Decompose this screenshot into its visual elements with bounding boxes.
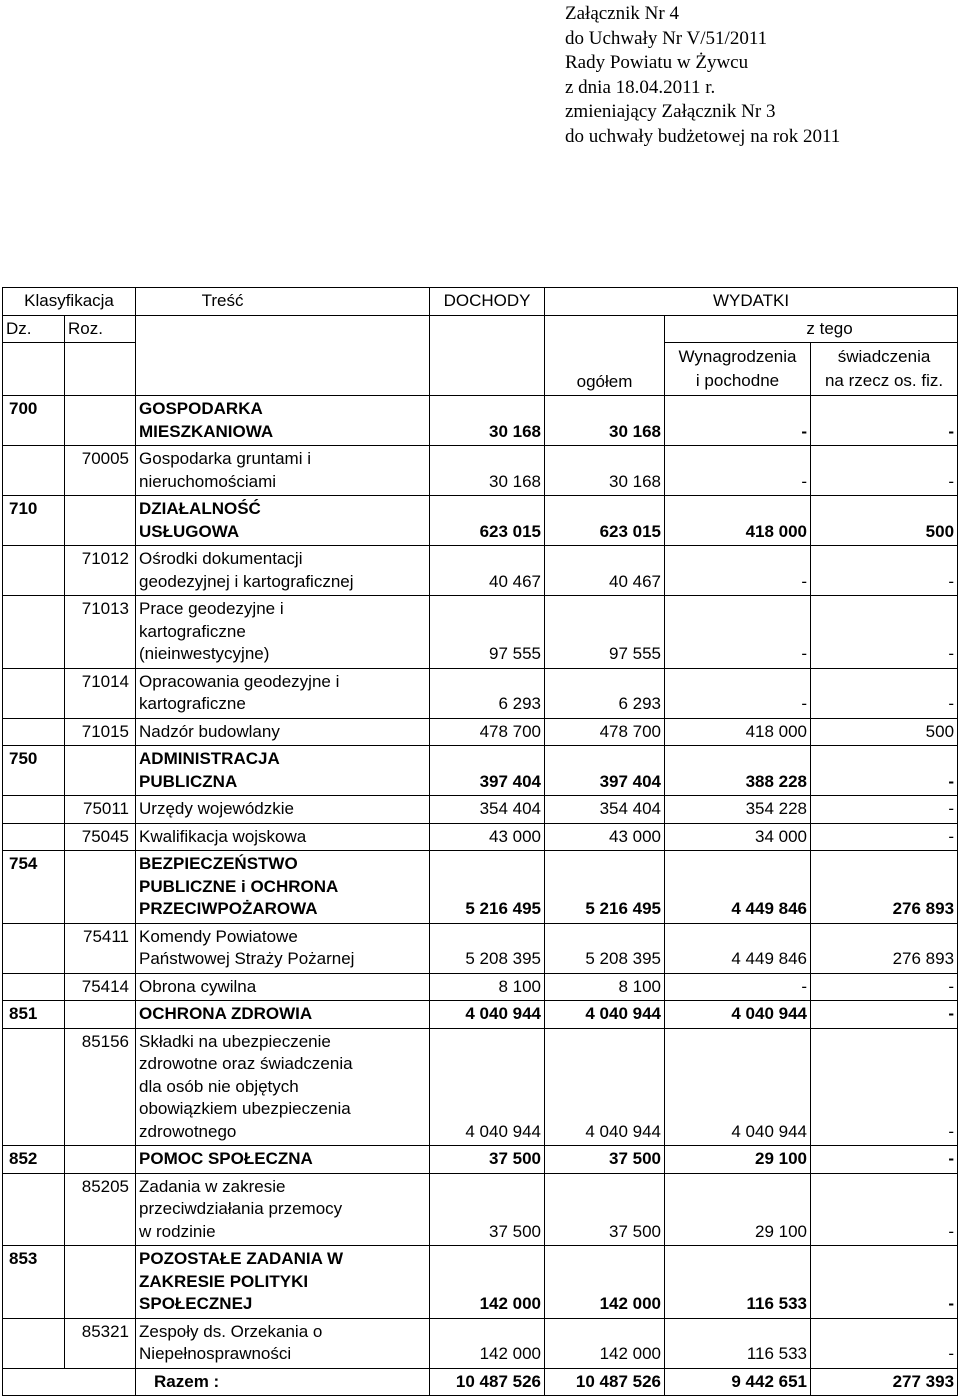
row-roz bbox=[65, 1246, 136, 1319]
row-tresc-line: POMOC SPOŁECZNA bbox=[139, 1149, 313, 1168]
row-wynagrodzenia: 418 000 bbox=[665, 496, 811, 546]
row-tresc bbox=[136, 1173, 430, 1246]
row-tresc bbox=[136, 823, 430, 851]
header-dochody: DOCHODY bbox=[430, 288, 545, 316]
row-tresc-line: Gospodarka gruntami i bbox=[139, 449, 311, 468]
row-wynagrodzenia: 4 449 846 bbox=[665, 851, 811, 924]
table-row bbox=[3, 446, 958, 496]
row-swiadczenia: 276 893 bbox=[811, 923, 958, 973]
table-row bbox=[3, 1246, 958, 1319]
row-swiadczenia: - bbox=[811, 1318, 958, 1368]
row-tresc-line: PRZECIWPOŻAROWA bbox=[139, 899, 318, 918]
total-row bbox=[3, 1368, 958, 1396]
row-tresc bbox=[136, 1001, 430, 1029]
row-swiadczenia: 500 bbox=[811, 718, 958, 746]
row-ogolem: 397 404 bbox=[545, 746, 665, 796]
row-tresc bbox=[136, 746, 430, 796]
row-ogolem: 142 000 bbox=[545, 1318, 665, 1368]
row-dochody: 8 100 bbox=[430, 973, 545, 1001]
row-dz bbox=[3, 596, 65, 669]
row-wynagrodzenia: 29 100 bbox=[665, 1173, 811, 1246]
row-dz: 700 bbox=[3, 396, 65, 446]
row-tresc-line: (nieinwestycyjne) bbox=[139, 644, 270, 663]
row-tresc-line: Opracowania geodezyjne i bbox=[139, 671, 340, 691]
header-tresc: Treść bbox=[136, 288, 430, 316]
row-wynagrodzenia: - bbox=[665, 446, 811, 496]
row-ogolem: 37 500 bbox=[545, 1146, 665, 1174]
row-roz: 71012 bbox=[65, 546, 136, 596]
budget-table bbox=[2, 287, 958, 1396]
table-row bbox=[3, 973, 958, 1001]
row-tresc bbox=[136, 923, 430, 973]
row-tresc-line: przeciwdziałania przemocy bbox=[139, 1199, 343, 1218]
row-wynagrodzenia: 4 040 944 bbox=[665, 1001, 811, 1029]
attachment-header bbox=[565, 2, 840, 149]
row-ogolem: 623 015 bbox=[545, 496, 665, 546]
table-row bbox=[3, 1028, 958, 1146]
row-tresc bbox=[136, 396, 430, 446]
row-dochody: 43 000 bbox=[430, 823, 545, 851]
row-dz: 750 bbox=[3, 746, 65, 796]
row-swiadczenia: - bbox=[811, 973, 958, 1001]
row-tresc-line: obowiązkiem ubezpieczenia bbox=[139, 1099, 351, 1118]
row-roz bbox=[65, 496, 136, 546]
row-ogolem: 37 500 bbox=[545, 1173, 665, 1246]
row-wynagrodzenia: - bbox=[665, 973, 811, 1001]
row-dz: 710 bbox=[3, 496, 65, 546]
row-ogolem: 4 040 944 bbox=[545, 1028, 665, 1146]
row-ogolem: 142 000 bbox=[545, 1246, 665, 1319]
row-ogolem: 6 293 bbox=[545, 668, 665, 718]
table-row bbox=[3, 668, 958, 718]
table-row bbox=[3, 851, 958, 924]
header-line: do uchwały budżetowej na rok 2011 bbox=[565, 125, 841, 147]
row-wynagrodzenia: 354 228 bbox=[665, 796, 811, 824]
row-tresc-line: USŁUGOWA bbox=[139, 521, 240, 541]
row-dochody: 4 040 944 bbox=[430, 1028, 545, 1146]
row-tresc bbox=[136, 596, 430, 669]
row-dochody: 142 000 bbox=[430, 1246, 545, 1319]
row-swiadczenia: - bbox=[811, 1246, 958, 1319]
row-dz bbox=[3, 823, 65, 851]
row-dochody: 37 500 bbox=[430, 1146, 545, 1174]
row-dochody: 40 467 bbox=[430, 546, 545, 596]
row-dz bbox=[3, 546, 65, 596]
table-row bbox=[3, 1146, 958, 1174]
row-roz: 70005 bbox=[65, 446, 136, 496]
total-label: Razem : bbox=[136, 1368, 430, 1396]
header-line: Załącznik Nr 4 bbox=[565, 3, 679, 24]
row-dz: 851 bbox=[3, 1001, 65, 1029]
header-swiadczenia: świadczenia na rzecz os. fiz. bbox=[811, 343, 958, 396]
row-roz bbox=[65, 1146, 136, 1174]
row-swiadczenia: - bbox=[811, 396, 958, 446]
row-roz: 75414 bbox=[65, 973, 136, 1001]
row-tresc bbox=[136, 446, 430, 496]
row-dz bbox=[3, 796, 65, 824]
total-swiadczenia: 277 393 bbox=[811, 1368, 958, 1396]
row-swiadczenia: - bbox=[811, 1028, 958, 1146]
total-dochody: 10 487 526 bbox=[430, 1368, 545, 1396]
row-wynagrodzenia: 418 000 bbox=[665, 718, 811, 746]
header-line: zmieniający Załącznik Nr 3 bbox=[565, 101, 776, 122]
table-row bbox=[3, 746, 958, 796]
row-wynagrodzenia: - bbox=[665, 596, 811, 669]
row-roz bbox=[65, 1001, 136, 1029]
row-swiadczenia: - bbox=[811, 596, 958, 669]
row-roz: 75411 bbox=[65, 923, 136, 973]
table-row bbox=[3, 923, 958, 973]
header-wynagrodzenia: Wynagrodzenia i pochodne bbox=[665, 343, 811, 396]
row-dochody: 5 208 395 bbox=[430, 923, 545, 973]
row-dochody: 354 404 bbox=[430, 796, 545, 824]
row-dochody: 142 000 bbox=[430, 1318, 545, 1368]
row-roz: 75011 bbox=[65, 796, 136, 824]
row-swiadczenia: - bbox=[811, 1173, 958, 1246]
row-dz bbox=[3, 446, 65, 496]
table-row bbox=[3, 1173, 958, 1246]
header-roz: Roz. bbox=[65, 315, 136, 343]
total-wynagrodzenia: 9 442 651 bbox=[665, 1368, 811, 1396]
row-dz bbox=[3, 668, 65, 718]
row-wynagrodzenia: 116 533 bbox=[665, 1318, 811, 1368]
row-tresc-line: OCHRONA ZDROWIA bbox=[139, 1004, 313, 1023]
row-swiadczenia: - bbox=[811, 446, 958, 496]
row-roz: 85205 bbox=[65, 1173, 136, 1246]
row-tresc bbox=[136, 718, 430, 746]
row-tresc-line: geodezyjnej i kartograficznej bbox=[139, 571, 354, 591]
row-tresc-line: Niepełnosprawności bbox=[139, 1344, 292, 1363]
row-tresc-line: kartograficzne bbox=[139, 694, 246, 713]
table-row bbox=[3, 496, 958, 546]
row-dochody: 30 168 bbox=[430, 396, 545, 446]
row-ogolem: 354 404 bbox=[545, 796, 665, 824]
row-tresc bbox=[136, 1028, 430, 1146]
row-ogolem: 8 100 bbox=[545, 973, 665, 1001]
table-row bbox=[3, 796, 958, 824]
header-ogolem: ogółem bbox=[545, 315, 665, 396]
row-tresc-line: Zespoły ds. Orzekania o bbox=[139, 1321, 323, 1341]
row-dochody: 30 168 bbox=[430, 446, 545, 496]
row-dz bbox=[3, 973, 65, 1001]
row-dochody: 6 293 bbox=[430, 668, 545, 718]
row-tresc bbox=[136, 973, 430, 1001]
row-swiadczenia: - bbox=[811, 796, 958, 824]
row-ogolem: 97 555 bbox=[545, 596, 665, 669]
row-wynagrodzenia: 29 100 bbox=[665, 1146, 811, 1174]
row-ogolem: 5 208 395 bbox=[545, 923, 665, 973]
row-wynagrodzenia: - bbox=[665, 668, 811, 718]
row-dochody: 623 015 bbox=[430, 496, 545, 546]
header-klasyfikacja: Klasyfikacja bbox=[3, 288, 136, 316]
row-roz bbox=[65, 851, 136, 924]
row-tresc bbox=[136, 851, 430, 924]
row-dochody: 397 404 bbox=[430, 746, 545, 796]
table-row bbox=[3, 1318, 958, 1368]
row-tresc-line: Urzędy wojewódzkie bbox=[139, 799, 294, 818]
row-tresc-line: zdrowotne oraz świadczenia bbox=[139, 1054, 353, 1073]
row-ogolem: 4 040 944 bbox=[545, 1001, 665, 1029]
row-roz bbox=[65, 396, 136, 446]
row-tresc-line: Zadania w zakresie bbox=[139, 1176, 286, 1196]
row-tresc-line: BEZPIECZEŃSTWO bbox=[139, 854, 298, 873]
row-wynagrodzenia: - bbox=[665, 396, 811, 446]
row-roz: 75045 bbox=[65, 823, 136, 851]
row-roz bbox=[65, 746, 136, 796]
row-dochody: 37 500 bbox=[430, 1173, 545, 1246]
row-wynagrodzenia: 4 040 944 bbox=[665, 1028, 811, 1146]
table-header bbox=[3, 288, 958, 396]
row-tresc-line: Ośrodki dokumentacji bbox=[139, 549, 303, 568]
row-dz bbox=[3, 1028, 65, 1146]
row-tresc-line: ZAKRESIE POLITYKI bbox=[139, 1271, 309, 1291]
table-row bbox=[3, 823, 958, 851]
row-swiadczenia: 276 893 bbox=[811, 851, 958, 924]
row-tresc-line: PUBLICZNA bbox=[139, 771, 238, 791]
row-tresc-line: SPOŁECZNEJ bbox=[139, 1294, 253, 1313]
header-line: z dnia 18.04.2011 r. bbox=[565, 76, 716, 98]
row-dz bbox=[3, 1173, 65, 1246]
row-ogolem: 5 216 495 bbox=[545, 851, 665, 924]
row-tresc bbox=[136, 496, 430, 546]
row-wynagrodzenia: 4 449 846 bbox=[665, 923, 811, 973]
row-swiadczenia: - bbox=[811, 1001, 958, 1029]
table-row bbox=[3, 546, 958, 596]
row-roz: 71015 bbox=[65, 718, 136, 746]
row-dochody: 4 040 944 bbox=[430, 1001, 545, 1029]
row-tresc-line: DZIAŁALNOŚĆ bbox=[139, 499, 261, 518]
row-roz: 71014 bbox=[65, 668, 136, 718]
row-ogolem: 478 700 bbox=[545, 718, 665, 746]
row-wynagrodzenia: 34 000 bbox=[665, 823, 811, 851]
row-dz: 853 bbox=[3, 1246, 65, 1319]
header-wydatki: WYDATKI bbox=[545, 288, 958, 316]
total-ogolem: 10 487 526 bbox=[545, 1368, 665, 1396]
row-tresc-line: ADMINISTRACJA bbox=[139, 749, 280, 768]
row-tresc-line: Nadzór budowlany bbox=[139, 721, 280, 741]
row-ogolem: 30 168 bbox=[545, 446, 665, 496]
table-body bbox=[3, 396, 958, 1369]
row-tresc-line: POZOSTAŁE ZADANIA W bbox=[139, 1249, 343, 1268]
row-tresc-line: Obrona cywilna bbox=[139, 976, 257, 996]
row-swiadczenia: - bbox=[811, 546, 958, 596]
row-swiadczenia: - bbox=[811, 823, 958, 851]
row-swiadczenia: - bbox=[811, 668, 958, 718]
row-tresc-line: zdrowotnego bbox=[139, 1121, 237, 1141]
table-row bbox=[3, 396, 958, 446]
row-dz: 754 bbox=[3, 851, 65, 924]
row-tresc-line: nieruchomościami bbox=[139, 471, 277, 491]
row-dz bbox=[3, 923, 65, 973]
row-tresc bbox=[136, 1146, 430, 1174]
row-roz: 71013 bbox=[65, 596, 136, 669]
row-ogolem: 40 467 bbox=[545, 546, 665, 596]
row-swiadczenia: 500 bbox=[811, 496, 958, 546]
row-dochody: 478 700 bbox=[430, 718, 545, 746]
row-dz bbox=[3, 1318, 65, 1368]
table-row bbox=[3, 596, 958, 669]
row-dochody: 97 555 bbox=[430, 596, 545, 669]
header-z-tego: z tego bbox=[665, 315, 958, 343]
row-swiadczenia: - bbox=[811, 1146, 958, 1174]
row-dz: 852 bbox=[3, 1146, 65, 1174]
row-dochody: 5 216 495 bbox=[430, 851, 545, 924]
row-roz: 85156 bbox=[65, 1028, 136, 1146]
row-tresc-line: Kwalifikacja wojskowa bbox=[139, 826, 307, 846]
row-tresc bbox=[136, 1318, 430, 1368]
header-line: Rady Powiatu w Żywcu bbox=[565, 52, 749, 73]
row-tresc-line: kartograficzne bbox=[139, 621, 246, 641]
row-ogolem: 30 168 bbox=[545, 396, 665, 446]
row-tresc-line: dla osób nie objętych bbox=[139, 1076, 299, 1096]
row-tresc-line: MIESZKANIOWA bbox=[139, 421, 274, 441]
row-tresc-line: Komendy Powiatowe bbox=[139, 926, 298, 946]
row-tresc-line: PUBLICZNE i OCHRONA bbox=[139, 876, 339, 896]
table-row bbox=[3, 718, 958, 746]
row-ogolem: 43 000 bbox=[545, 823, 665, 851]
row-wynagrodzenia: - bbox=[665, 546, 811, 596]
table-row bbox=[3, 1001, 958, 1029]
header-line: do Uchwały Nr V/51/2011 bbox=[565, 27, 768, 49]
row-wynagrodzenia: 116 533 bbox=[665, 1246, 811, 1319]
row-dz bbox=[3, 718, 65, 746]
row-roz: 85321 bbox=[65, 1318, 136, 1368]
row-tresc bbox=[136, 796, 430, 824]
row-tresc-line: w rodzinie bbox=[139, 1221, 216, 1241]
row-tresc bbox=[136, 546, 430, 596]
row-tresc-line: Składki na ubezpieczenie bbox=[139, 1031, 331, 1051]
row-tresc bbox=[136, 668, 430, 718]
header-dz: Dz. bbox=[3, 315, 65, 343]
row-tresc-line: GOSPODARKA bbox=[139, 399, 263, 418]
row-tresc-line: Prace geodezyjne i bbox=[139, 599, 284, 618]
row-tresc-line: Państwowej Straży Pożarnej bbox=[139, 949, 355, 968]
row-swiadczenia: - bbox=[811, 746, 958, 796]
row-wynagrodzenia: 388 228 bbox=[665, 746, 811, 796]
row-tresc bbox=[136, 1246, 430, 1319]
